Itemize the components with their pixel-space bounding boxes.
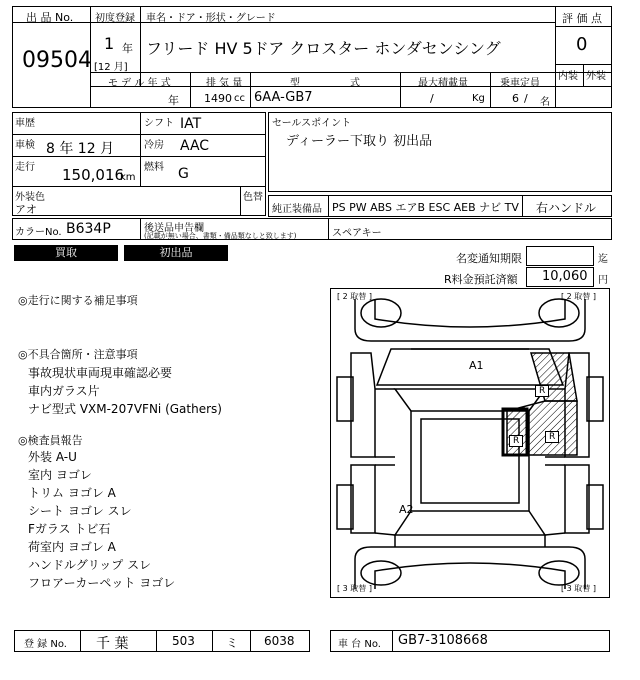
- displacement-label: 排 気 量: [206, 78, 243, 89]
- name-change-deadline-unit: 迄: [598, 254, 608, 265]
- mileage-unit: km: [120, 172, 136, 183]
- capacity-unit: 名: [540, 97, 550, 108]
- displacement-unit: cc: [234, 93, 245, 104]
- registration-number: 6038: [264, 634, 295, 648]
- registration-area: 千 葉: [96, 636, 129, 652]
- color-no-label: カラーNo.: [15, 227, 62, 238]
- exterior-score-label: 外装: [586, 71, 606, 82]
- badge-purchase: 買取: [14, 245, 118, 261]
- equipment-label: 純正装備品: [272, 204, 322, 215]
- interior-score-label: 内装: [558, 71, 578, 82]
- fuel-label: 燃料: [144, 162, 164, 173]
- documents-label: 後送品申告欄: [144, 223, 204, 234]
- car-name-label: 車名・ドア・形状・グレード: [146, 13, 276, 24]
- registration-class: 503: [172, 634, 195, 648]
- color-change-label: 色替: [243, 192, 263, 203]
- model-year-unit: 年: [168, 94, 179, 107]
- inspector-item: 室内 ヨゴレ: [28, 468, 92, 482]
- lot-number-label: 出 品 No.: [26, 11, 74, 24]
- car-outline-diagram: [331, 289, 609, 597]
- recycle-fee-label: R料金預託済額: [444, 273, 518, 286]
- history-label: 車歴: [15, 118, 35, 129]
- inspector-title: ◎検査員報告: [18, 434, 83, 447]
- capacity-separator: /: [524, 92, 528, 105]
- ac: AAC: [180, 138, 210, 154]
- first-registration-label: 初度登録: [95, 13, 135, 24]
- score-label: 評 価 点: [562, 12, 602, 25]
- defects-title: ◎不具合箇所・注意事項: [18, 348, 138, 361]
- damage-mark-r: R: [535, 385, 549, 397]
- mileage: 150,016: [62, 166, 125, 184]
- damage-diagram: [330, 288, 610, 598]
- lot-number: 09504: [22, 48, 92, 73]
- capacity-label: 乗車定員: [500, 78, 540, 89]
- shift: IAT: [180, 116, 202, 132]
- shift-label: シフト: [144, 118, 174, 129]
- inspector-item: Fガラス トビ石: [28, 522, 111, 536]
- model-code: 6AA-GB7: [254, 90, 313, 105]
- capacity: 6: [512, 92, 519, 105]
- model-label: 型: [290, 78, 300, 89]
- documents-value: スペアキー: [332, 228, 382, 239]
- exterior-color-label: 外装色: [15, 192, 45, 203]
- defect-item: 車内ガラス片: [28, 384, 100, 398]
- model-year-label: モ デ ル 年 式: [108, 78, 171, 89]
- damage-mark-a1: A1: [469, 359, 484, 372]
- color-no: B634P: [66, 221, 111, 237]
- score: 0: [576, 34, 588, 55]
- car-name: フリード HV 5ドア クロスター ホンダセンシング: [146, 39, 501, 58]
- registration-label: 登 録 No.: [24, 639, 67, 650]
- registration-kana: ミ: [226, 636, 239, 650]
- inspector-item: シート ヨゴレ スレ: [28, 504, 132, 518]
- damage-mark-r: R: [509, 435, 523, 447]
- defect-item: ナビ型式 VXM-207VFNi (Gathers): [28, 402, 222, 416]
- inspector-item: フロアーカーペット ヨゴレ: [28, 576, 176, 590]
- inspector-item: トリム ヨゴレ A: [28, 486, 116, 500]
- ac-label: 冷房: [144, 140, 164, 151]
- diagram-corner-bottom-left: [ 3 取替 ]: [337, 584, 372, 593]
- name-change-deadline-label: 名変通知期限: [456, 252, 522, 265]
- chassis-label: 車 台 No.: [338, 639, 381, 650]
- recycle-fee: 10,060: [542, 269, 588, 284]
- damage-mark-a2: A2: [399, 503, 414, 516]
- diagram-corner-bottom-right: [ 3 取替 ]: [561, 584, 596, 593]
- chassis-number: GB7-3108668: [398, 633, 488, 648]
- inspector-item: 荷室内 ヨゴレ A: [28, 540, 116, 554]
- defect-item: 事故現状車両現車確認必要: [28, 366, 173, 380]
- inspection: 8 年 12 月: [46, 141, 115, 157]
- inspector-item: 外装 A-U: [28, 450, 77, 464]
- first-registration-year: 1: [104, 34, 115, 53]
- diagram-corner-top-left: [ 2 取替 ]: [337, 292, 372, 301]
- mileage-label: 走行: [15, 162, 35, 173]
- model-label-2: 式: [350, 78, 360, 89]
- diagram-corner-top-right: [ 2 取替 ]: [561, 292, 596, 301]
- details-box: [12, 112, 266, 216]
- year-unit: 年: [122, 42, 133, 55]
- fuel: G: [178, 166, 189, 182]
- documents-note: (記載が無い場合、書類・備品類なしと致します): [144, 232, 297, 240]
- badge-first-listing: 初出品: [124, 245, 228, 261]
- displacement: 1490: [204, 92, 232, 105]
- max-load-label: 最大積載量: [418, 78, 468, 89]
- sales-point-label: セールスポイント: [272, 118, 352, 129]
- name-change-deadline-value: [526, 246, 594, 266]
- steering: 右ハンドル: [536, 201, 597, 215]
- sales-point: ディーラー下取り 初出品: [286, 134, 433, 149]
- equipment: PS PW ABS エアB ESC AEB ナビ TV: [332, 201, 519, 214]
- damage-mark-r: R: [545, 431, 559, 443]
- max-load-unit: Kg: [472, 93, 485, 104]
- recycle-fee-unit: 円: [598, 275, 608, 286]
- first-registration-month: [12 月]: [94, 62, 128, 73]
- inspection-label: 車検: [15, 140, 35, 151]
- supplement-title: ◎走行に関する補足事項: [18, 294, 138, 307]
- inspector-item: ハンドルグリップ スレ: [28, 558, 152, 572]
- exterior-color: アオ: [15, 203, 37, 216]
- max-load: /: [430, 92, 434, 105]
